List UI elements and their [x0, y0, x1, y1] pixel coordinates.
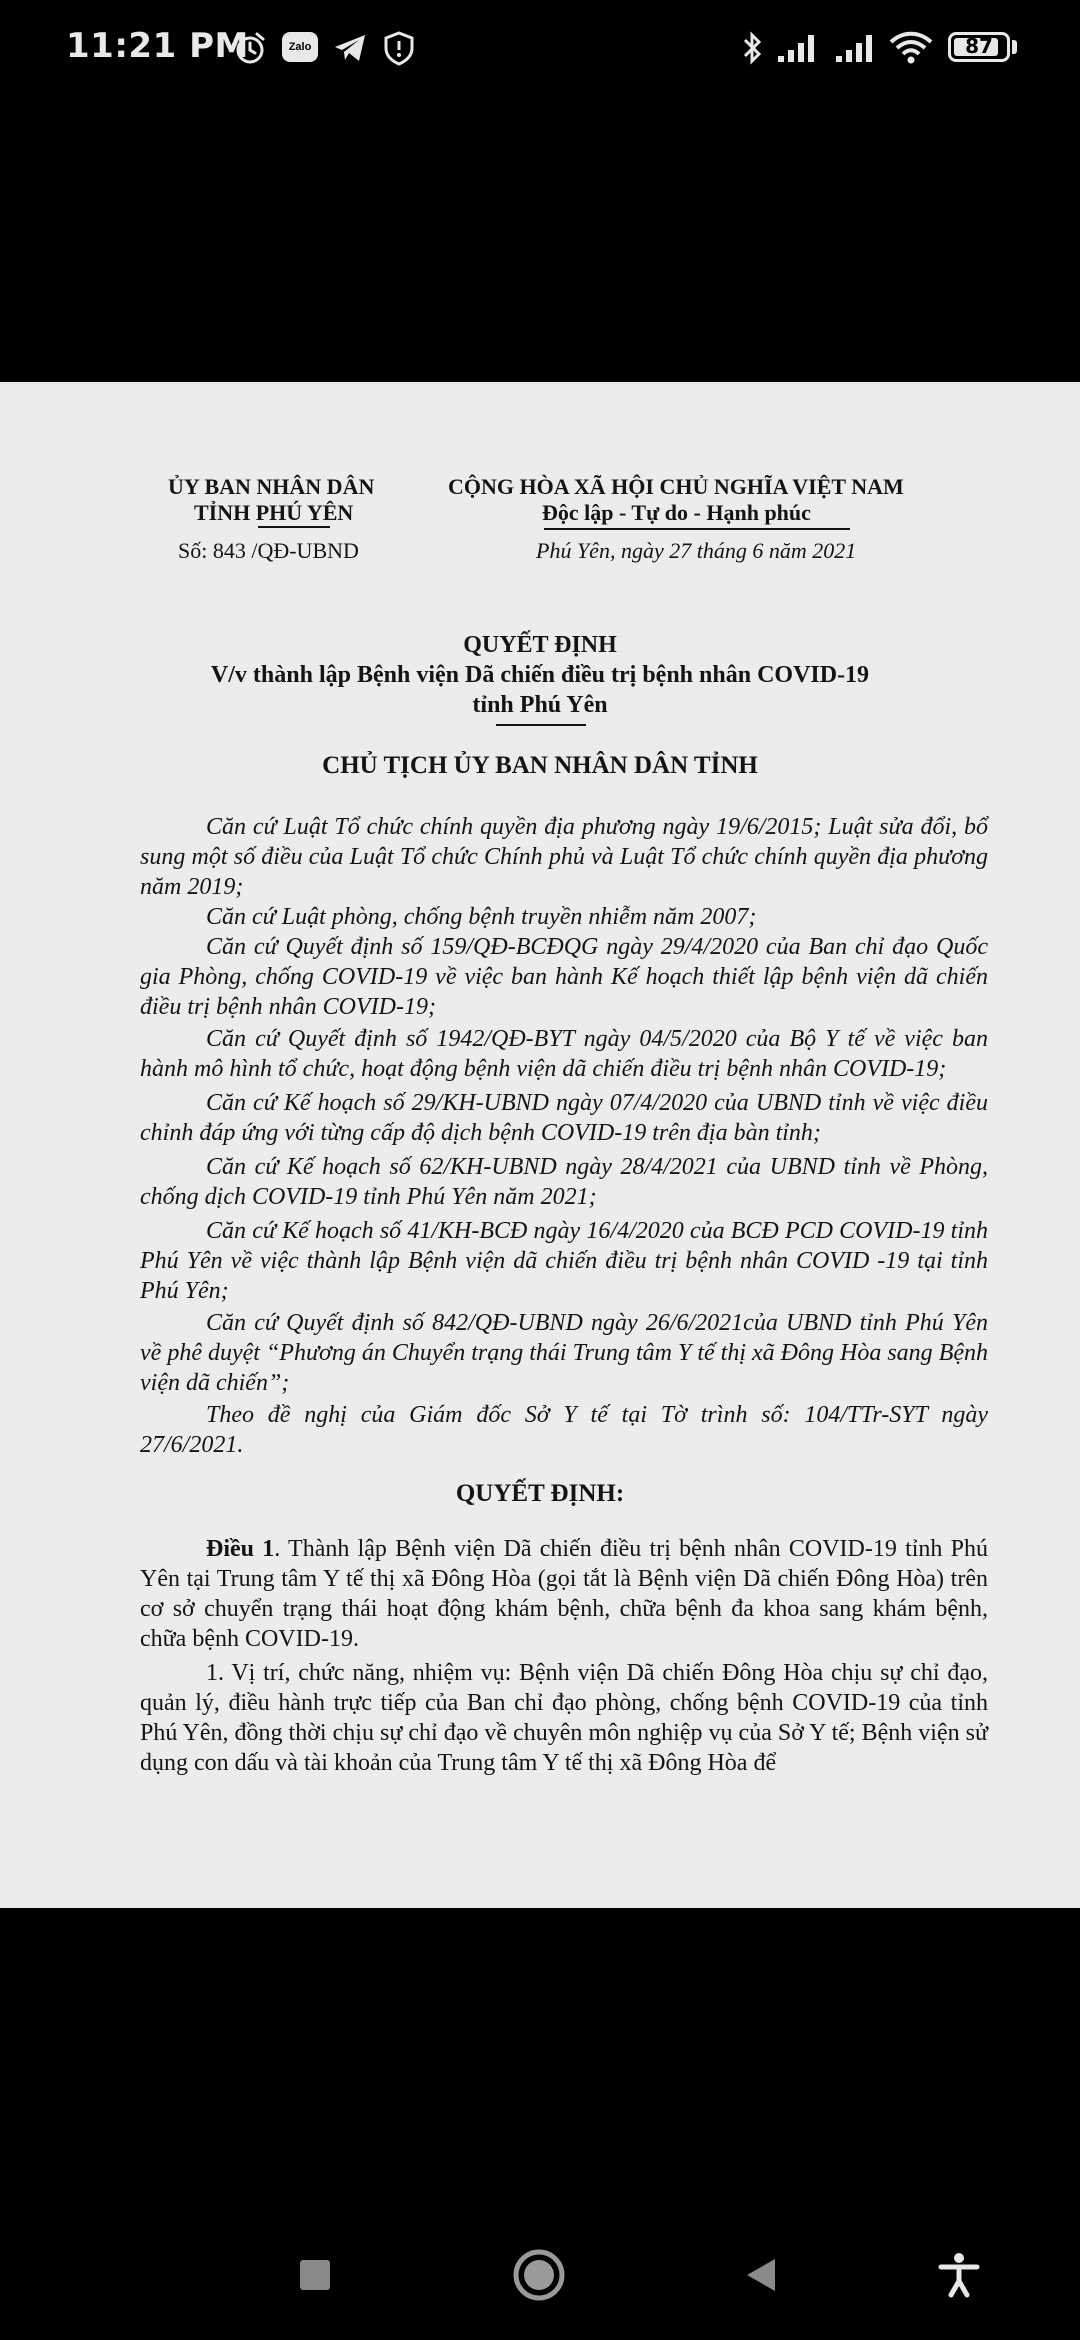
basis-paragraph: Căn cứ Kế hoạch số 62/KH-UBND ngày 28/4/2021 của UBND tỉnh về Phòng, chống dịch COVID-19 tỉnh Phú Yên năm 2021;: [140, 1154, 988, 1210]
title-underline: [496, 724, 586, 726]
alarm-icon: [232, 30, 268, 70]
battery-icon: [948, 32, 1010, 62]
issuer-line2: TỈNH PHÚ YÊN: [194, 500, 354, 525]
doc-subtitle-2: tỉnh Phú Yên: [472, 692, 608, 718]
issuer-line1: ỦY BAN NHÂN DÂN: [168, 474, 375, 499]
basis-paragraph: Theo đề nghị của Giám đốc Sở Y tế tại Tờ trình số: 104/TTr-SYT ngày 27/6/2021.: [140, 1402, 988, 1458]
zalo-icon: Zalo: [282, 32, 318, 62]
document-page[interactable]: [0, 382, 1080, 1908]
article-1: Điều 1. Thành lập Bệnh viện Dã chiến điều trị bệnh nhân COVID-19 tỉnh Phú Yên tại Trung tâm Y tế thị xã Đông Hòa (gọi tắt là Bệnh viện Dã chiến Đông Hòa) trên cơ sở chuyển trạng thái hoạt động khám bệnh, chữa bệnh đa khoa sang khám bệnh, chữa bệnh COVID-19.: [140, 1536, 988, 1652]
basis-paragraph: Căn cứ Quyết định số 842/QĐ-UBND ngày 26/6/2021của UBND tỉnh Phú Yên về phê duyệt “Phương án Chuyển trạng thái Trung tâm Y tế thị xã Đông Hòa sang Bệnh viện dã chiến”;: [140, 1310, 988, 1396]
authority-heading: CHỦ TỊCH ỦY BAN NHÂN DÂN TỈNH: [322, 752, 758, 779]
back-button[interactable]: [726, 2240, 796, 2310]
battery-cap: [1012, 40, 1017, 54]
signal-icon: [834, 30, 878, 70]
motto-underline: [544, 528, 850, 530]
status-bar: [0, 0, 1080, 100]
square-icon: [298, 2258, 332, 2292]
navigation-bar: [0, 2200, 1080, 2340]
back-triangle-icon: [741, 2255, 781, 2295]
clock: 11:21 PM: [66, 26, 249, 66]
basis-paragraph: Căn cứ Quyết định số 1942/QĐ-BYT ngày 04/5/2020 của Bộ Y tế về việc ban hành mô hình tổ chức, hoạt động bệnh viện dã chiến điều trị bệnh nhân COVID-19;: [140, 1026, 988, 1082]
issuer-underline: [258, 526, 330, 528]
accessibility-button[interactable]: [924, 2240, 994, 2310]
telegram-icon: [332, 30, 368, 70]
battery-percent: 87: [965, 34, 993, 58]
shield-icon: [382, 30, 416, 70]
motto: Độc lập - Tự do - Hạnh phúc: [542, 500, 811, 525]
decision-number: Số: 843 /QĐ-UBND: [178, 538, 359, 563]
wifi-icon: [888, 30, 934, 70]
doc-title: QUYẾT ĐỊNH: [463, 632, 617, 658]
bluetooth-icon: [740, 30, 764, 70]
decision-heading: QUYẾT ĐỊNH:: [455, 1480, 625, 1507]
basis-paragraph: Căn cứ Quyết định số 159/QĐ-BCĐQG ngày 29/4/2020 của Ban chỉ đạo Quốc gia Phòng, chống COVID-19 về việc ban hành Kế hoạch thiết lập bệnh viện dã chiến điều trị bệnh nhân COVID-19;: [140, 934, 988, 1020]
doc-subtitle-1: V/v thành lập Bệnh viện Dã chiến điều trị bệnh nhân COVID-19: [210, 662, 870, 688]
accessibility-icon: [937, 2251, 981, 2299]
signal-icon: [776, 30, 820, 70]
recents-button[interactable]: [280, 2240, 350, 2310]
home-button[interactable]: [504, 2240, 574, 2310]
basis-paragraph: Căn cứ Luật phòng, chống bệnh truyền nhiễm năm 2007;: [206, 904, 757, 930]
basis-paragraph: Căn cứ Kế hoạch số 41/KH-BCĐ ngày 16/4/2020 của BCĐ PCD COVID-19 tỉnh Phú Yên về việc thành lập Bệnh viện dã chiến điều trị bệnh nhân COVID -19 tại tỉnh Phú Yên;: [140, 1218, 988, 1304]
basis-paragraph: Căn cứ Kế hoạch số 29/KH-UBND ngày 07/4/2020 của UBND tỉnh về việc điều chỉnh đáp ứng với từng cấp độ dịch bệnh COVID-19 trên địa bàn tỉnh;: [140, 1090, 988, 1146]
article-1-item-1: 1. Vị trí, chức năng, nhiệm vụ: Bệnh viện Dã chiến Đông Hòa chịu sự chỉ đạo, quản lý, điều hành trực tiếp của Ban chỉ đạo phòng, chống bệnh COVID-19 của tỉnh Phú Yên, đồng thời chịu sự chỉ đạo về chuyên môn nghiệp vụ của Sở Y tế; Bệnh viện sử dụng con dấu và tài khoản của Trung tâm Y tế thị xã Đông Hòa để: [140, 1660, 988, 1776]
home-circle-icon: [511, 2247, 567, 2303]
country-name: CỘNG HÒA XÃ HỘI CHỦ NGHĨA VIỆT NAM: [448, 474, 904, 499]
basis-paragraph: Căn cứ Luật Tổ chức chính quyền địa phương ngày 19/6/2015; Luật sửa đổi, bổ sung một số điều của Luật Tổ chức Chính phủ và Luật Tổ chức chính quyền địa phương năm 2019;: [140, 814, 988, 900]
issue-date: Phú Yên, ngày 27 tháng 6 năm 2021: [536, 538, 857, 563]
